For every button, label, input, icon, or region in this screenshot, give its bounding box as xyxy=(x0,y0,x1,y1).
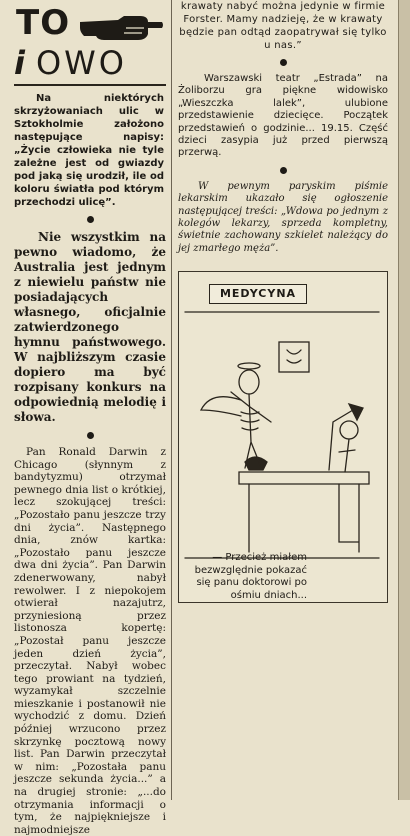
left-column xyxy=(14,0,166,836)
australia-item: Nie wszystkim na pewno wiadomo, że Australia jest jednym z niewielu państw nie posiadających własnego, oficjalnie zatwierdzonego hymnu państwowego. W najbliższym czasie dopiero ma być rozpisany konkurs na odpowiednią melodię i słowa. xyxy=(14,230,166,424)
estrada-item: Warszawski teatr „Estrada” na Żoliborzu gra piękne widowisko „Wieszczka lalek”, ulubione przedstawienie dziecięce. Początek przedstawień o godzinie... 19.15. Część dzieci zasypia już przed pierwszą przerwą. xyxy=(178,73,388,159)
pointing-hand-icon xyxy=(78,12,164,44)
cartoon-caption: — Przecież miałem bezwzględnie pokazać się panu doktorowi po ośmiu dniach... xyxy=(194,552,307,601)
stockholm-item: Na niektórych skrzyżowaniach ulic w Sztokholmie założono następujące napisy: „Życie człowieka nie tyle zależne jest od gwiazdy pod jaką się urodził, ile od koloru światła pod którym przechodzi ulicę”. xyxy=(14,93,164,208)
medycyna-sign: MEDYCYNA xyxy=(209,284,307,304)
heading-owo: i OWO xyxy=(14,44,127,82)
forster-item: krawaty nabyć można jedynie w firmie Forster. Mamy nadzieję, że w krawaty będzie pan odtąd zaopatrywał się tylko u nas.” xyxy=(179,1,387,51)
separator-dot xyxy=(280,167,287,174)
heading-to: TO xyxy=(16,3,71,43)
separator-dot xyxy=(87,432,94,439)
cartoon xyxy=(178,271,388,603)
paris-item: W pewnym paryskim piśmie lekarskim ukazało się ogłoszenie następującej treści: „Wdowa po jednym z kolegów lekarzy, sprzeda kompletny, świetnie zachowany szkielet należący do jej zmarłego męża”. xyxy=(178,180,388,254)
section-heading xyxy=(14,0,166,84)
column-divider xyxy=(171,0,172,800)
right-column xyxy=(178,0,388,603)
separator-dot xyxy=(280,59,287,66)
separator-dot xyxy=(87,216,94,223)
darwin-item: Pan Ronald Darwin z Chicago (słynnym z bandytyzmu) otrzymał pewnego dnia list o krótkiej, lecz szokującej treści: „Pozostało panu jeszcze trzy dni życia”. Następnego dnia, znów kartka: „Pozostało panu jeszcze dwa dni życia”. Pan Darwin zdenerwowany, nabył rewolwer. I z niepokojem otwierał nazajutrz, przyniesioną przez listonosza kopertę: „Pozostał panu jeszcze jeden dzień życia”, przeczytał. Nabył wobec tego prowiant na tydzień, wyzamykał szczelnie mieszkanie i postanowił nie wychodzić z domu. Dzień później wrzucono przez skrzynkę pocztową nowy list. Pan Darwin przeczytał w nim: „Pozostała panu jeszcze sekunda życia...” a na drugiej stronie: „...do otrzymania informacji o tym, że najpiękniejsze i najmodniejsze xyxy=(14,446,166,836)
page-edge xyxy=(398,0,410,800)
heading-rule xyxy=(14,84,166,86)
